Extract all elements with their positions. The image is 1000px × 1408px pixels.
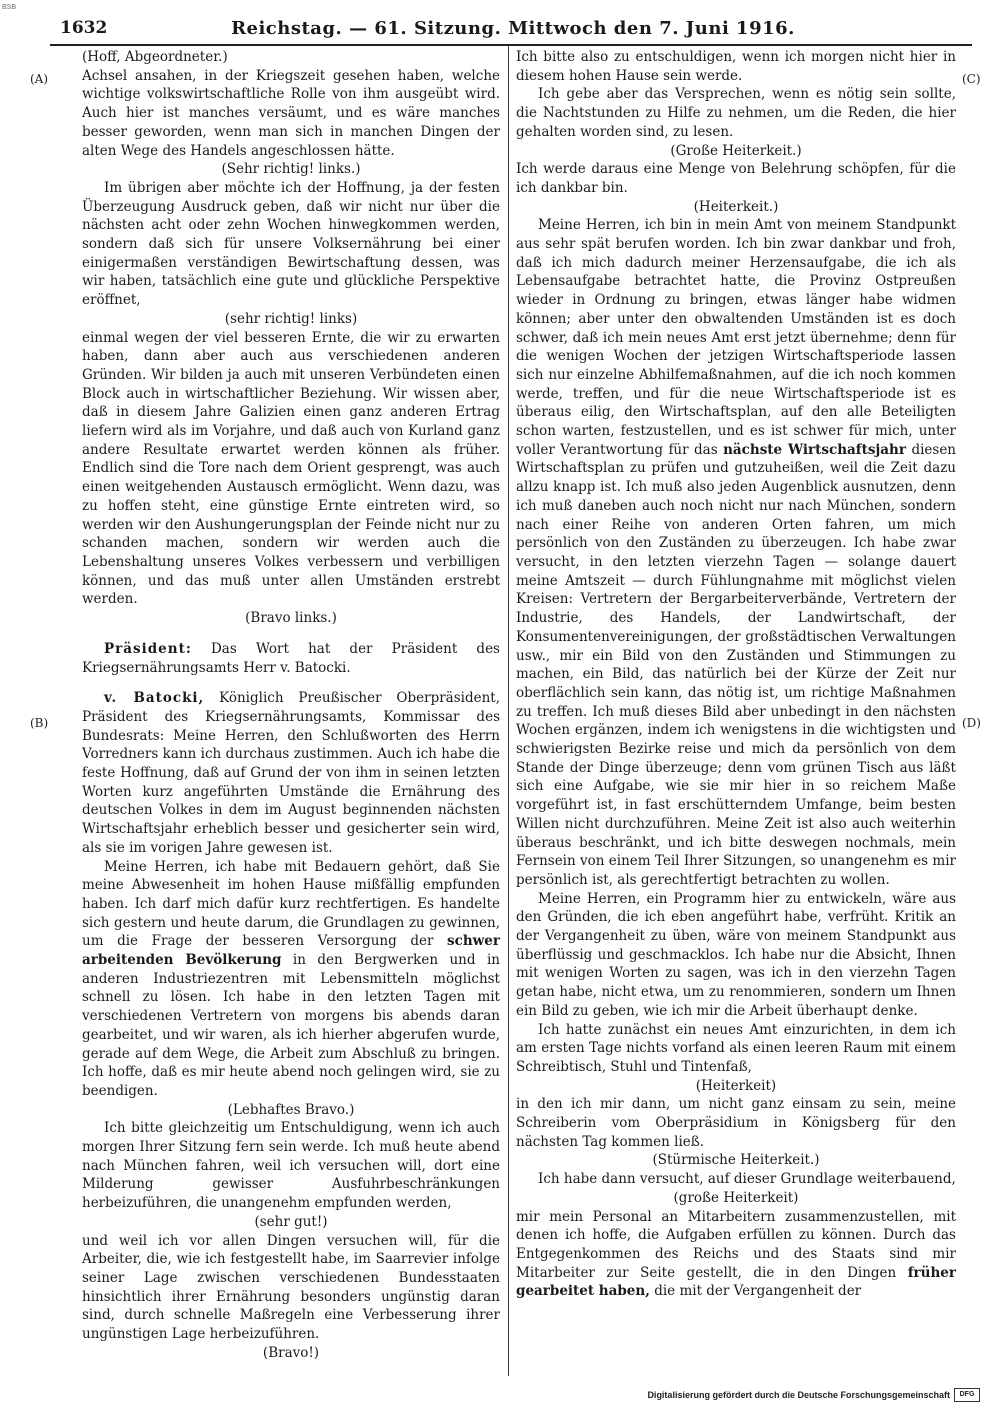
interjection: (Bravo!) xyxy=(262,1344,320,1361)
paragraph: Meine Herren, ein Programm hier zu entwickeln, wäre aus den Gründen, die ich eben angeführt habe, verfrüht. Kritik an der Vergangenheit zu üben, wäre von meinem Standpunkt aus überflüssig und geschmacklos. Ich habe nur die Absicht, Ihnen mit wenigen Worten zu sagen, was ich in den vierzehn Tagen getan habe, nicht etwa, um zu renommieren, sondern um Ihnen ein Bild zu geben, wie ich mir die Arbeit überhaupt denke. xyxy=(516,890,956,1019)
paragraph: einmal wegen der viel besseren Ernte, die wir zu erwarten haben, dann aber auch aus verschiedenen anderen Gründen. Wir bilden ja auch mit unseren Verbündeten einen Block auch in wirtschaftlicher Beziehung. Wir wissen aber, daß in diesem Jahre Galizien einen ganz anderen Ertrag liefern wird als im Vorjahre, und daß auch von Kurland ganz andere Resultate erwartet werden können als früher. Endlich sind die Tore nach dem Orient gesprengt, was auch einen weitgehenden Austausch ermöglicht. Wenn dazu, was zu hoffen steht, eine günstige Ernte eintreten wird, so werden wir den Aushungerungsplan der Feinde nicht nur zu schanden machen, sondern wir werden auch die Lebenshaltung unseres Volkes verbessern und verbilligen können, und das muß unter allen Umständen erstrebt werden. xyxy=(82,329,500,608)
dfg-logo-icon: DFG xyxy=(954,1388,980,1402)
interjection: (Lebhaftes Bravo.) xyxy=(227,1101,355,1118)
president-statement xyxy=(82,640,500,677)
interjection: (Heiterkeit) xyxy=(695,1077,777,1094)
interjection: (große Heiterkeit) xyxy=(673,1189,799,1206)
running-head: Reichstag. — 61. Sitzung. Mittwoch den 7. Juni 1916. xyxy=(231,18,795,39)
speaker-continuation: (Hoff, Abgeordneter.) xyxy=(82,49,228,65)
left-column xyxy=(82,48,500,1363)
page-header xyxy=(50,18,976,44)
footer-text: Digitalisierung gefördert durch die Deutsche Forschungsgemeinschaft xyxy=(647,1390,950,1400)
text-run: die mit der Vergangenheit der xyxy=(654,1283,862,1300)
paragraph xyxy=(516,1208,956,1302)
paragraph: Ich hatte zunächst ein neues Amt einzurichten, in dem ich am ersten Tage nichts vorfand als einen leeren Raum mit einem Schreibtisch, Stuhl und Tintenfaß, xyxy=(516,1021,956,1075)
column-divider xyxy=(508,46,509,1376)
text-run: in den Bergwerken und in anderen Industriezentren mit Lebensmitteln möglichst schnell zu lösen. Ich habe in den letzten Tagen mit verschiedenen Vertretern von morgens bis abends daran gearbeitet, und wir waren, als ich hierher abgerufen wurde, gerade auf dem Wege, die Arbeit zum Abschluß zu bringen. Ich hoffe, daß es mir heute abend noch gelingen wird, sie zu beendigen. xyxy=(82,952,500,1099)
paragraph xyxy=(516,216,956,889)
margin-marker-b: (B) xyxy=(30,716,49,730)
paragraph xyxy=(82,858,500,1101)
speech-text: Königlich Preußischer Oberpräsident, Präsident des Kriegsernährungsamts, Kommissar des Bundesrats: Meine Herren, den Schlußworten des Herrn Vorredners kann ich durchaus zustimmen. Auch ich habe die feste Hoffnung, daß auf Grund der von ihm in seinen letzten Worten kurz angeführten Umstände die Ernährung des deutschen Volkes in dem im August beginnenden nächsten Wirtschaftsjahr erheblich besser und gesicherter sein wird, als sie im vorigen Jahre gewesen ist. xyxy=(82,690,501,856)
interjection: (Bravo links.) xyxy=(245,610,337,627)
interjection: (sehr gut!) xyxy=(254,1213,328,1230)
right-column xyxy=(516,48,956,1301)
text-run: Meine Herren, ich habe mit Bedauern gehört, daß Sie meine Abwesenheit im hohen Hause mißfällig empfunden haben. Ich darf mich dafür kurz rechtfertigen. Es handelte sich gestern und heute darum, die Grundlagen zu gewinnen, um die Frage der besseren Versorgung der xyxy=(82,858,500,950)
page-number: 1632 xyxy=(60,18,108,38)
paragraph: Im übrigen aber möchte ich der Hoffnung, ja der festen Überzeugung Ausdruck geben, daß wir nicht nur über die nächsten acht oder zehn Wochen hinwegkommen werden, sondern daß sich für unsere Volksernährung bei einer einigermaßen verständigen Bewirtschaftung dessen, was wir haben, tatsächlich eine gute und glückliche Perspektive eröffnet, xyxy=(82,179,500,309)
paragraph: Ich gebe aber das Versprechen, wenn es nötig sein sollte, die Nachtstunden zu Hilfe zu nehmen, um die Reden, die hier gehalten worden sind, zu lesen. xyxy=(516,86,956,140)
text-run: Meine Herren, ich bin in mein Amt von meinem Standpunkt aus sehr spät berufen worden. Ich bin zwar dankbar und froh, daß ich mich dadurch meiner Herzensaufgabe, die ich als Lebensaufgabe betrachtet hatte, die Provinz Ostpreußen wieder in Ordnung zu bringen, etwas länger habe widmen können; aber unter den obwaltenden Umständen ist es doch schwer, daß ich mein neues Amt erst jetzt übernehme; denn für die wenigen Wochen der jetzigen Wirtschaftsperiode lassen sich nur einzelne Abhilfemaßnahmen, auf die ich noch kommen werde, treffen, und für die neue Wirtschaftsperiode ist es überaus eilig, den Wirtschaftsplan, auf den alle Beteiligten schon warten, festzustellen, und es ist schwer für mich, unter voller Verantwortung für das xyxy=(516,217,956,458)
statement-text: Das Wort hat der Präsident des Kriegsernährungsamts Herr v. Batocki. xyxy=(82,640,500,676)
paragraph: und weil ich vor allen Dingen versuchen will, für die Arbeiter, die, wie ich festgestellt habe, im Saarrevier infolge seiner Lage zwischen verschiedenen Bundesstaaten hinsichtlich ihrer Ernährung besonders ungünstig daran sind, durch schnelle Maßregeln eine Verbesserung ihrer ungünstigen Lage herbeizuführen. xyxy=(82,1232,500,1343)
speaker-name: Präsident: xyxy=(104,640,192,657)
text-run: mir mein Personal an Mitarbeitern zusammenzustellen, mit denen ich hoffe, die Aufgaben erfüllen zu können. Durch das Entgegenkommen des Reichs und des Staats sind mir Mitarbeiter zur Seite gestellt, die in den Dingen xyxy=(516,1208,956,1281)
margin-marker-c: (C) xyxy=(962,72,981,86)
funding-footer xyxy=(647,1388,980,1402)
paragraph: Ich habe dann versucht, auf dieser Grundlage weiterbauend, xyxy=(538,1171,956,1188)
interjection: (Sehr richtig! links.) xyxy=(221,161,361,178)
speech-opening xyxy=(82,689,500,857)
interjection: (sehr richtig! links) xyxy=(224,310,358,327)
paragraph: Ich bitte also zu entschuldigen, wenn ich morgen nicht hier in diesem hohen Hause sein werde. xyxy=(516,49,956,84)
text-run: diesen Wirtschaftsplan zu prüfen und gutzuheißen, weil die Zeit dazu allzu knapp ist. Ich muß also jeden Augenblick ausnutzen, denn ich muß daneben auch noch nicht nur nach München, sondern nach einer Reihe von anderen Orten fahren, um mich persönlich von den Zuständen zu überzeugen. Ich habe zwar versucht, in den letzten vierzehn Tagen — solange dauert meine Amtszeit — durch Fühlungnahme mit möglichst vielen Kreisen: Vertretern der Bergarbeiterverbände, Vertretern der Industrie, des Handels, der Landwirtschaft, der Konsumentenvereinigungen, der großstädtischen Verwaltungen usw., mir ein Bild von den Zuständen und Stimmungen zu machen, ein Bild, das natürlich bei der Kürze der Zeit nur oberflächlich sein kann, das nötig ist, um richtige Maßnahmen zu treffen. Ich muß dieses Bild aber unbedingt in den nächsten Wochen ergänzen, indem ich wenigstens in die wichtigsten und schwierigsten Bezirke reise und mich da persönlich von dem Stande der Dinge überzeuge; denn vom grünen Tisch aus läßt sich eine Aufgabe, wie sie mir hier in so reichem Maße vorgeführt ist, in fast erschütterndem Umfange, beim besten Willen nicht durchzuführen. Meine Zeit ist also auch weiterhin überaus beschränkt, und ich bitte deswegen nochmals, mein Fernsein von einem Teil Ihrer Sitzungen, so unangenehm es mir persönlich ist, als gerechtfertigt betrachten zu wollen. xyxy=(516,441,956,888)
emphasized-text: nächste Wirtschaftsjahr xyxy=(723,441,906,458)
speaker-name: v. Batocki, xyxy=(104,690,205,707)
margin-marker-a: (A) xyxy=(30,72,49,86)
paragraph: Ich werde daraus eine Menge von Belehrung schöpfen, für die ich dankbar bin. xyxy=(516,161,956,196)
paragraph: Achsel ansahen, in der Kriegszeit gesehen haben, welche wichtige volkswirtschaftliche Rolle von ihm ausgeübt wird. Auch hier ist manches versäumt, und es wäre manches besser geworden, wenn man sich in manchen Dingen der alten Wege des Handels angeschlossen hätte. xyxy=(82,67,500,159)
interjection: (Heiterkeit.) xyxy=(693,198,779,215)
paragraph: in den ich mir dann, um nicht ganz einsam zu sein, meine Schreiberin vom Oberpräsidium in Königsberg für den nächsten Tag kommen ließ. xyxy=(516,1096,956,1150)
library-tag: BSB xyxy=(2,4,17,11)
emphasized-text: früher gearbeitet haben, xyxy=(516,1264,956,1300)
interjection: (Stürmische Heiterkeit.) xyxy=(652,1152,820,1169)
header-rule xyxy=(50,44,972,46)
emphasized-text: schwer arbeitenden Bevölkerung xyxy=(82,933,501,969)
interjection: (Große Heiterkeit.) xyxy=(670,142,802,159)
paragraph: Ich bitte gleichzeitig um Entschuldigung, wenn ich auch morgen Ihrer Sitzung fern sein werde. Ich muß heute abend nach München fahren, weil ich versuchen will, dort eine Milderung gewisser Ausfuhrbeschränkungen herbeizuführen, die unangenehm empfunden werden, xyxy=(82,1120,500,1212)
margin-marker-d: (D) xyxy=(962,716,981,730)
